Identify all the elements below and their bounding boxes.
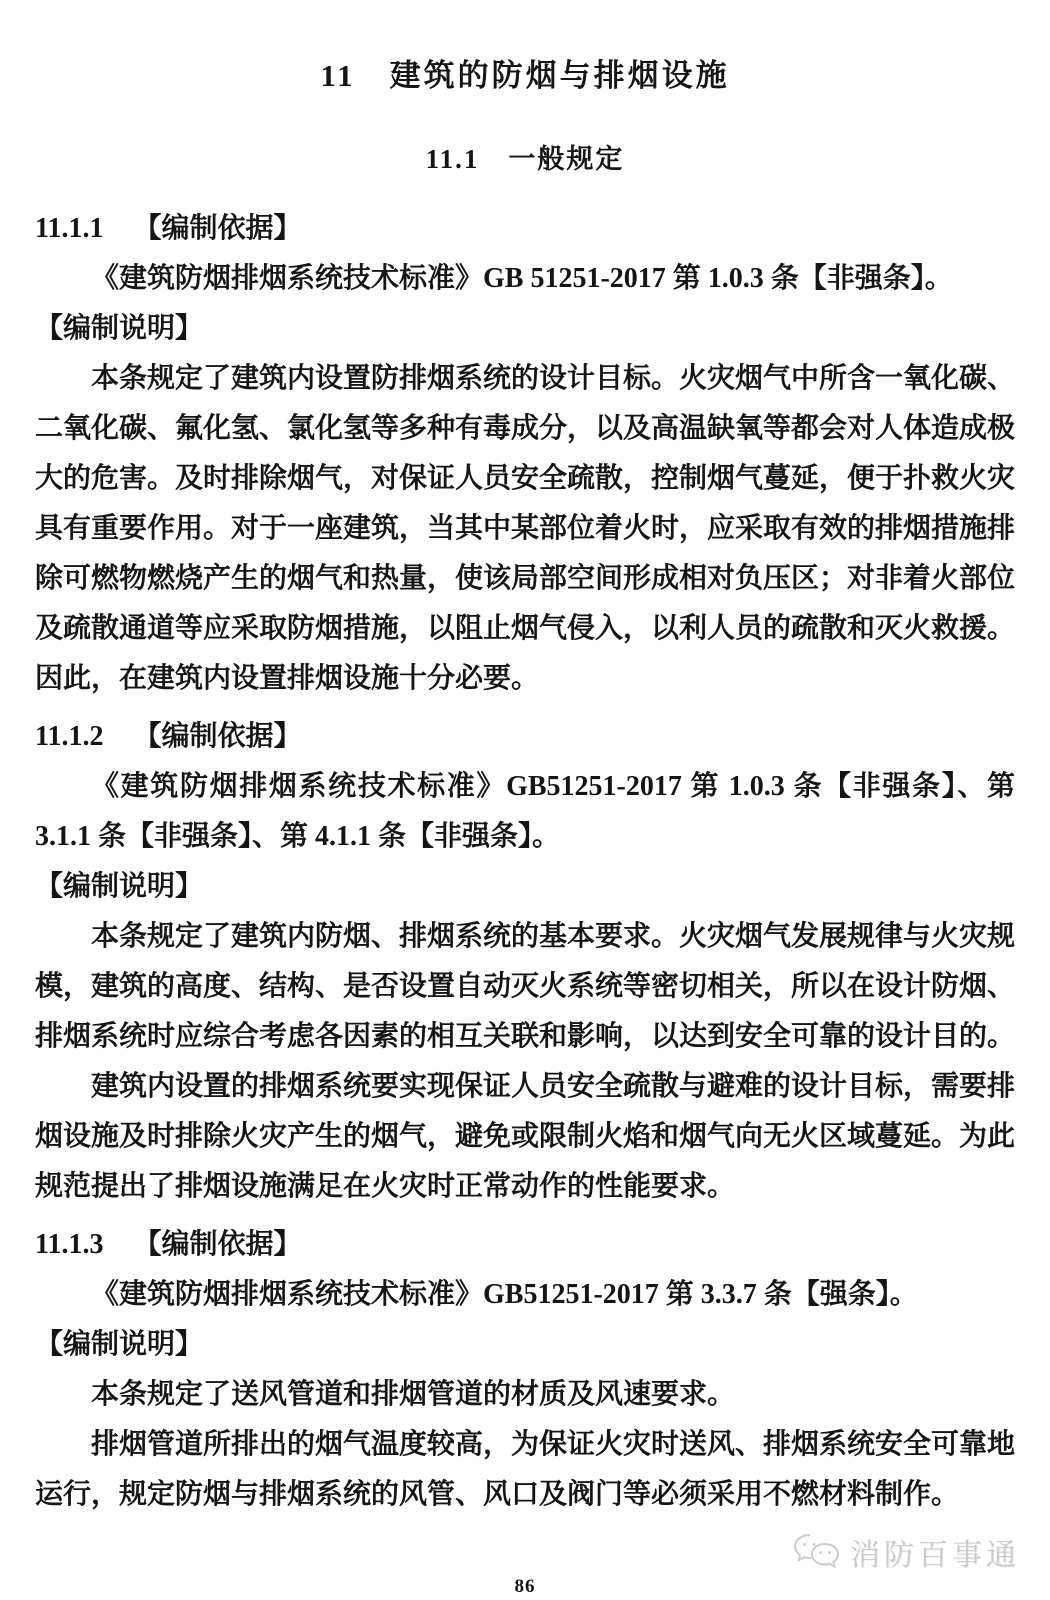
note-label: 【编制说明】 [35,1329,204,1360]
note-label: 【编制说明】 [35,313,204,344]
watermark [792,1530,1020,1574]
basis-text: 《建筑防烟排烟系统技术标准》GB51251-2017 第 1.0.3 条【非强条】、第 3.1.1 条【非强条】、第 4.1.1 条【非强条】。 [35,771,1015,852]
basis-text: 《建筑防烟排烟系统技术标准》GB51251-2017 第 3.3.7 条【强条】。 [91,1279,918,1310]
chapter-title: 11 建筑的防烟与排烟设施 [320,58,730,93]
basis-label: 【编制依据】 [133,1229,302,1260]
watermark-text: 消防百事通 [850,1539,1020,1572]
basis-text: 《建筑防烟排烟系统技术标准》GB 51251-2017 第 1.0.3 条【非强条】。 [91,263,953,294]
item-heading-11-1-1 [35,204,1015,254]
wechat-icon [792,1532,840,1572]
basis-label: 【编制依据】 [133,213,302,244]
body-paragraph: 本条规定了建筑内设置防排烟系统的设计目标。火灾烟气中所含一氧化碳、二氧化碳、氟化氢、氯化氢等多种有毒成分，以及高温缺氧等都会对人体造成极大的危害。及时排除烟气，对保证人员安全疏散，控制烟气蔓延，便于扑救火灾具有重要作用。对于一座建筑，当其中某部位着火时，应采取有效的排烟措施排除可燃物燃烧产生的烟气和热量，使该局部空间形成相对负压区；对非着火部位及疏散通道等应采取防烟措施，以阻止烟气侵入，以利人员的疏散和灭火救援。因此，在建筑内设置排烟设施十分必要。 [35,363,1016,694]
item-number: 11.1.2 [35,721,104,752]
body-paragraph: 本条规定了送风管道和排烟管道的材质及风速要求。 [91,1379,736,1410]
page-number: 86 [514,1576,536,1597]
item-number: 11.1.1 [35,213,104,244]
document-body [35,204,1015,1520]
item-number: 11.1.3 [35,1229,104,1260]
item-heading-11-1-2 [35,712,1015,762]
note-label: 【编制说明】 [35,871,204,902]
section-heading: 11.1 一般规定 [425,144,625,174]
body-paragraph: 排烟管道所排出的烟气温度较高，为保证火灾时送风、排烟系统安全可靠地运行，规定防烟与排烟系统的风管、风口及阀门等必须采用不燃材料制作。 [35,1429,1016,1510]
item-heading-11-1-3 [35,1220,1015,1270]
body-paragraph: 建筑内设置的排烟系统要实现保证人员安全疏散与避难的设计目标，需要排烟设施及时排除火灾产生的烟气，避免或限制火焰和烟气向无火区域蔓延。为此规范提出了排烟设施满足在火灾时正常动作的性能要求。 [35,1071,1016,1202]
body-paragraph: 本条规定了建筑内防烟、排烟系统的基本要求。火灾烟气发展规律与火灾规模，建筑的高度、结构、是否设置自动灭火系统等密切相关，所以在设计防烟、排烟系统时应综合考虑各因素的相互关联和影响，以达到安全可靠的设计目的。 [35,921,1016,1052]
basis-label: 【编制依据】 [133,721,302,752]
